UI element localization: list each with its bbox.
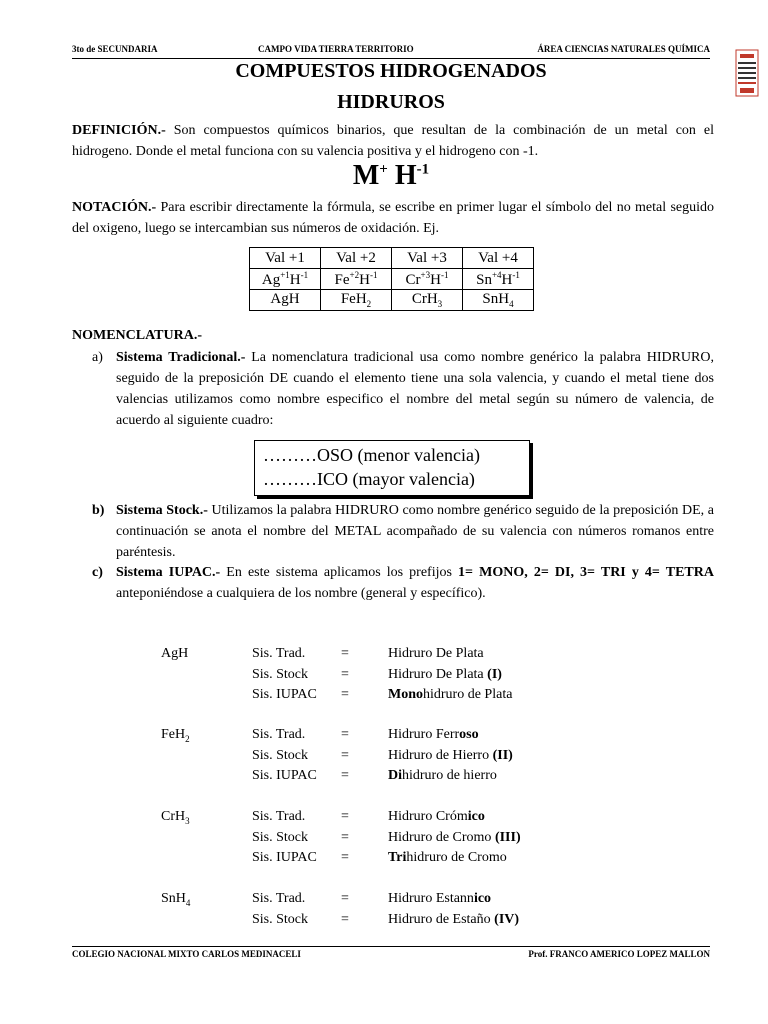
page-title: COMPUESTOS HIDROGENADOS <box>235 60 547 82</box>
suffix-ico: ………ICO (mayor valencia) <box>263 469 475 489</box>
example-equals: = <box>341 829 349 845</box>
item-marker-a: a) <box>92 350 103 365</box>
example-system-label: Sis. Trad. <box>252 727 306 742</box>
example-equals: = <box>341 646 349 661</box>
notation-label: NOTACIÓN.- <box>72 200 157 215</box>
example-system-label: Sis. Stock <box>252 666 309 682</box>
definition-paragraph <box>72 120 714 162</box>
example-equals: = <box>341 747 349 763</box>
sistema-iupac-text-end: anteponiéndose a cualquiera de los nombre (general y específico). <box>116 586 486 601</box>
example-name: Hidruro de Hierro (II) <box>388 747 513 763</box>
formula-metal: M <box>352 160 380 191</box>
example-formula: CrH$_3$ <box>161 809 190 826</box>
sistema-iupac-label: Sistema IUPAC.- <box>116 565 221 580</box>
example-name: Monohidruro de Plata <box>388 687 513 702</box>
table-row <box>250 248 534 269</box>
sistema-tradicional-label: Sistema Tradicional.- <box>116 350 246 365</box>
sistema-iupac-paragraph <box>116 562 714 604</box>
sistema-stock-text: Utilizamos la palabra HIDRURO como nombre genérico seguido de la preposición DE, a continuación se anota el nombre del METAL acompañado de su valencia con números romanos entre paréntesis. <box>116 503 714 560</box>
example-equals: = <box>341 809 349 824</box>
definition-label: DEFINICIÓN.- <box>72 123 166 138</box>
example-name: Trihidruro de Cromo <box>388 850 507 865</box>
school-crest-icon <box>734 48 760 98</box>
table-row <box>250 269 534 290</box>
example-system-label: Sis. Stock <box>252 747 309 763</box>
page-subtitle: HIDRUROS <box>337 91 445 113</box>
formula-hydrogen: H <box>394 160 417 191</box>
table-ion-cell: $Cr^{+3}H^{-1}$ <box>392 269 463 290</box>
example-formula: FeH$_2$ <box>161 727 190 744</box>
example-name: Dihidruro de hierro <box>388 768 497 783</box>
example-system-label: Sis. Stock <box>252 911 309 927</box>
suffix-box <box>254 440 530 496</box>
valence-table <box>249 247 534 311</box>
table-header-cell: Val +4 <box>463 248 534 269</box>
example-formula: SnH$_4$ <box>161 891 191 908</box>
header-rule <box>72 58 710 59</box>
page-footer <box>72 949 710 963</box>
formula-metal-charge: + <box>379 161 388 178</box>
table-header-cell: Val +1 <box>250 248 321 269</box>
example-system-label: Sis. Stock <box>252 829 309 845</box>
sistema-tradicional-paragraph <box>116 347 714 431</box>
example-system-label: Sis. Trad. <box>252 646 306 661</box>
example-name: Hidruro Crómico <box>388 809 485 824</box>
example-system-label: Sis. IUPAC <box>252 687 317 702</box>
table-compound-cell: AgH <box>250 290 321 311</box>
example-system-label: Sis. Trad. <box>252 891 306 906</box>
example-name: Hidruro Ferroso <box>388 727 479 742</box>
example-name: Hidruro De Plata <box>388 646 484 661</box>
suffix-oso: ………OSO (menor valencia) <box>263 445 480 465</box>
example-name: Hidruro De Plata (I) <box>388 666 502 682</box>
formula-hydrogen-charge: -1 <box>416 161 430 178</box>
table-ion-cell: $Sn^{+4}H^{-1}$ <box>463 269 534 290</box>
table-row <box>250 290 534 311</box>
notation-paragraph <box>72 197 714 239</box>
example-equals: = <box>341 666 349 682</box>
definition-text: Son compuestos químicos binarios, que resultan de la combinación de un metal con el hidrogeno. Donde el metal funciona con su valencia positiva y el hidrogeno con -1. <box>72 123 714 159</box>
item-marker-b: b) <box>92 503 105 518</box>
example-name: Hidruro Estannico <box>388 891 492 906</box>
example-equals: = <box>341 850 349 865</box>
table-header-cell: Val +3 <box>392 248 463 269</box>
sistema-stock-paragraph <box>116 500 714 563</box>
page-header <box>72 44 710 58</box>
example-name: Hidruro de Cromo (III) <box>388 829 521 845</box>
example-system-label: Sis. Trad. <box>252 809 306 824</box>
footer-school: COLEGIO NACIONAL MIXTO CARLOS MEDINACELI <box>72 949 301 959</box>
example-equals: = <box>341 911 349 927</box>
table-ion-cell: $Ag^{+1}H^{-1}$ <box>250 269 321 290</box>
table-compound-cell: FeH$_2$ <box>321 290 392 311</box>
notation-text: Para escribir directamente la fórmula, se escribe en primer lugar el símbolo del no metal seguido del oxigeno, luego se intercambian sus números de oxidación. Ej. <box>72 200 714 236</box>
footer-rule <box>72 946 710 947</box>
table-compound-cell: SnH$_4$ <box>463 290 534 311</box>
example-equals: = <box>341 768 349 783</box>
sistema-stock-label: Sistema Stock.- <box>116 503 208 518</box>
header-field: CAMPO VIDA TIERRA TERRITORIO <box>258 44 414 54</box>
example-equals: = <box>341 727 349 742</box>
nomenclature-heading: NOMENCLATURA.- <box>72 328 203 343</box>
sistema-iupac-text: En este sistema aplicamos los prefijos <box>220 565 459 580</box>
sistema-iupac-prefixes: 1= MONO, 2= DI, 3= TRI y 4= TETRA <box>458 565 714 580</box>
example-equals: = <box>341 891 349 906</box>
sistema-tradicional-text: La nomenclatura tradicional usa como nombre genérico la palabra HIDRURO, seguido de la preposición DE cuando el elemento tiene una sola valencia, y cuando el metal tiene dos valencias utilizamos como nombre especifico el nombre del metal según su número de valencia, de acuerdo al siguiente cuadro: <box>116 350 714 428</box>
example-system-label: Sis. IUPAC <box>252 850 317 865</box>
table-header-cell: Val +2 <box>321 248 392 269</box>
item-marker-c: c) <box>92 565 103 580</box>
example-formula: AgH <box>161 646 189 661</box>
example-equals: = <box>341 687 349 702</box>
table-compound-cell: CrH$_3$ <box>392 290 463 311</box>
header-area: ÁREA CIENCIAS NATURALES QUÍMICA <box>537 44 710 54</box>
header-grade: 3to de SECUNDARIA <box>72 44 158 54</box>
example-name: Hidruro de Estaño (IV) <box>388 911 520 927</box>
table-ion-cell: $Fe^{+2}H^{-1}$ <box>321 269 392 290</box>
general-formula <box>72 160 710 192</box>
footer-teacher: Prof. FRANCO AMERICO LOPEZ MALLON <box>528 949 710 959</box>
example-system-label: Sis. IUPAC <box>252 768 317 783</box>
